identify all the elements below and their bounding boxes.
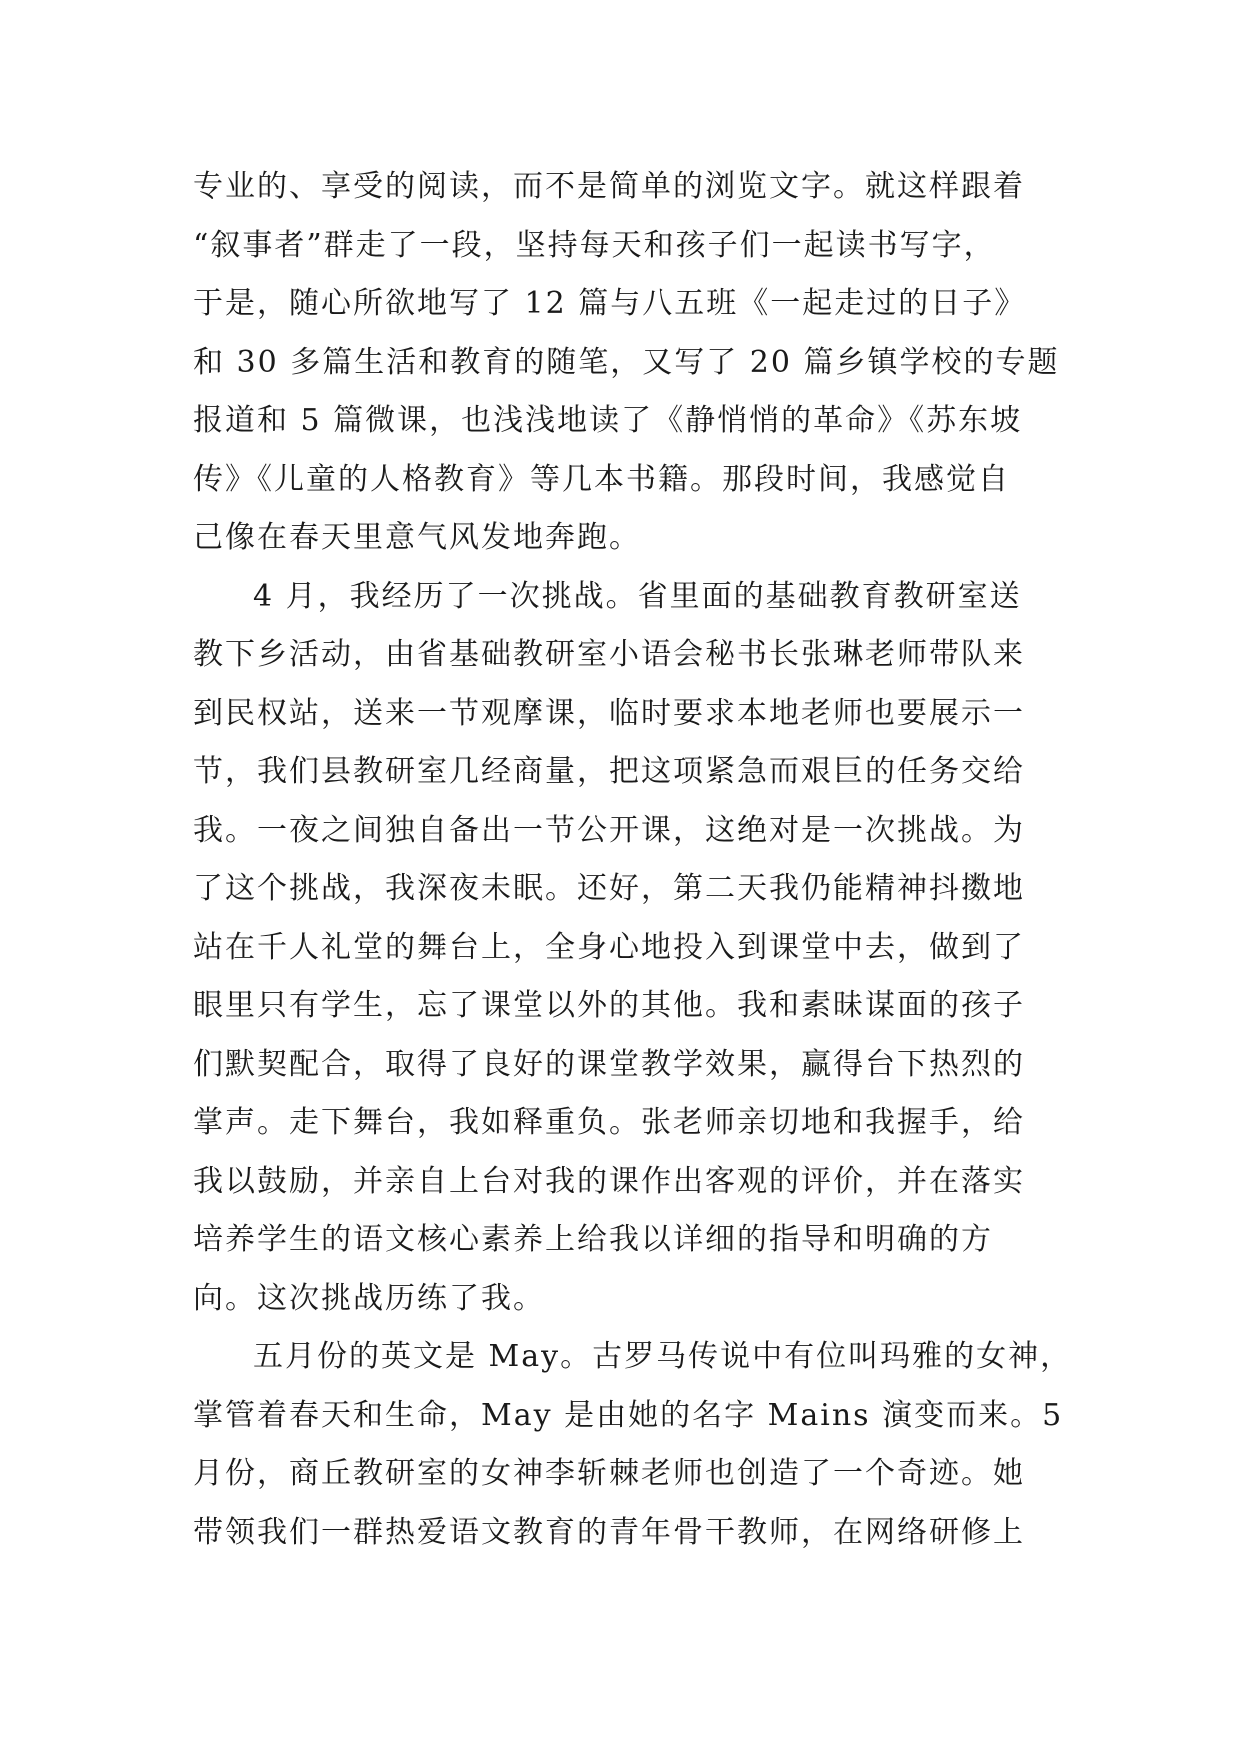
paragraph-first-line: 五月份的英文是 May。古罗马传说中有位叫玛雅的女神， (253, 1339, 1073, 1374)
text-line: 了这个挑战，我深夜未眠。还好，第二天我仍能精神抖擞地 (193, 871, 1025, 906)
text-line: 教下乡活动，由省基础教研室小语会秘书长张琳老师带队来 (193, 637, 1025, 672)
text-line: “叙事者”群走了一段，坚持每天和孩子们一起读书写字， (193, 227, 996, 263)
text-line: 掌声。走下舞台，我如释重负。张老师亲切地和我握手，给 (193, 1105, 1025, 1140)
text-line: 眼里只有学生，忘了课堂以外的其他。我和素昧谋面的孩子 (193, 988, 1025, 1023)
text-line: 掌管着春天和生命，May 是由她的名字 Mains 演变而来。5 (193, 1397, 1064, 1433)
text-line: 向。这次挑战历练了我。 (193, 1280, 545, 1316)
text-line: 和 30 多篇生活和教育的随笔，又写了 20 篇乡镇学校的专题 (193, 344, 1060, 380)
text-line: 站在千人礼堂的舞台上，全身心地投入到课堂中去，做到了 (193, 929, 1025, 965)
text-line: 到民权站，送来一节观摩课，临时要求本地老师也要展示一 (193, 695, 1025, 731)
text-line: 己像在春天里意气风发地奔跑。 (193, 520, 641, 555)
text-line: 带领我们一群热爱语文教育的青年骨干教师，在网络研修上 (193, 1514, 1025, 1550)
text-line: 月份，商丘教研室的女神李斩棘老师也创造了一个奇迹。她 (193, 1456, 1025, 1491)
body-text (193, 158, 1073, 1562)
text-line: 培养学生的语文核心素养上给我以详细的指导和明确的方 (193, 1222, 993, 1257)
text-line: 专业的、享受的阅读，而不是简单的浏览文字。就这样跟着 (193, 169, 1025, 204)
text-line: 于是，随心所欲地写了 12 篇与八五班《一起走过的日子》 (193, 286, 1027, 321)
text-line: 我以鼓励，并亲自上台对我的课作出客观的评价，并在落实 (193, 1163, 1025, 1199)
text-line: 们默契配合，取得了良好的课堂教学效果，赢得台下热烈的 (193, 1046, 1025, 1082)
paragraph-first-line: 4 月，我经历了一次挑战。省里面的基础教育教研室送 (253, 578, 1022, 614)
text-line: 我。一夜之间独自备出一节公开课，这绝对是一次挑战。为 (193, 812, 1025, 848)
text-line: 报道和 5 篇微课，也浅浅地读了《静悄悄的革命》《苏东坡 (193, 403, 1023, 438)
text-line: 传》《儿童的人格教育》等几本书籍。那段时间，我感觉自 (193, 461, 1010, 497)
text-line: 节，我们县教研室几经商量，把这项紧急而艰巨的任务交给 (193, 754, 1025, 789)
